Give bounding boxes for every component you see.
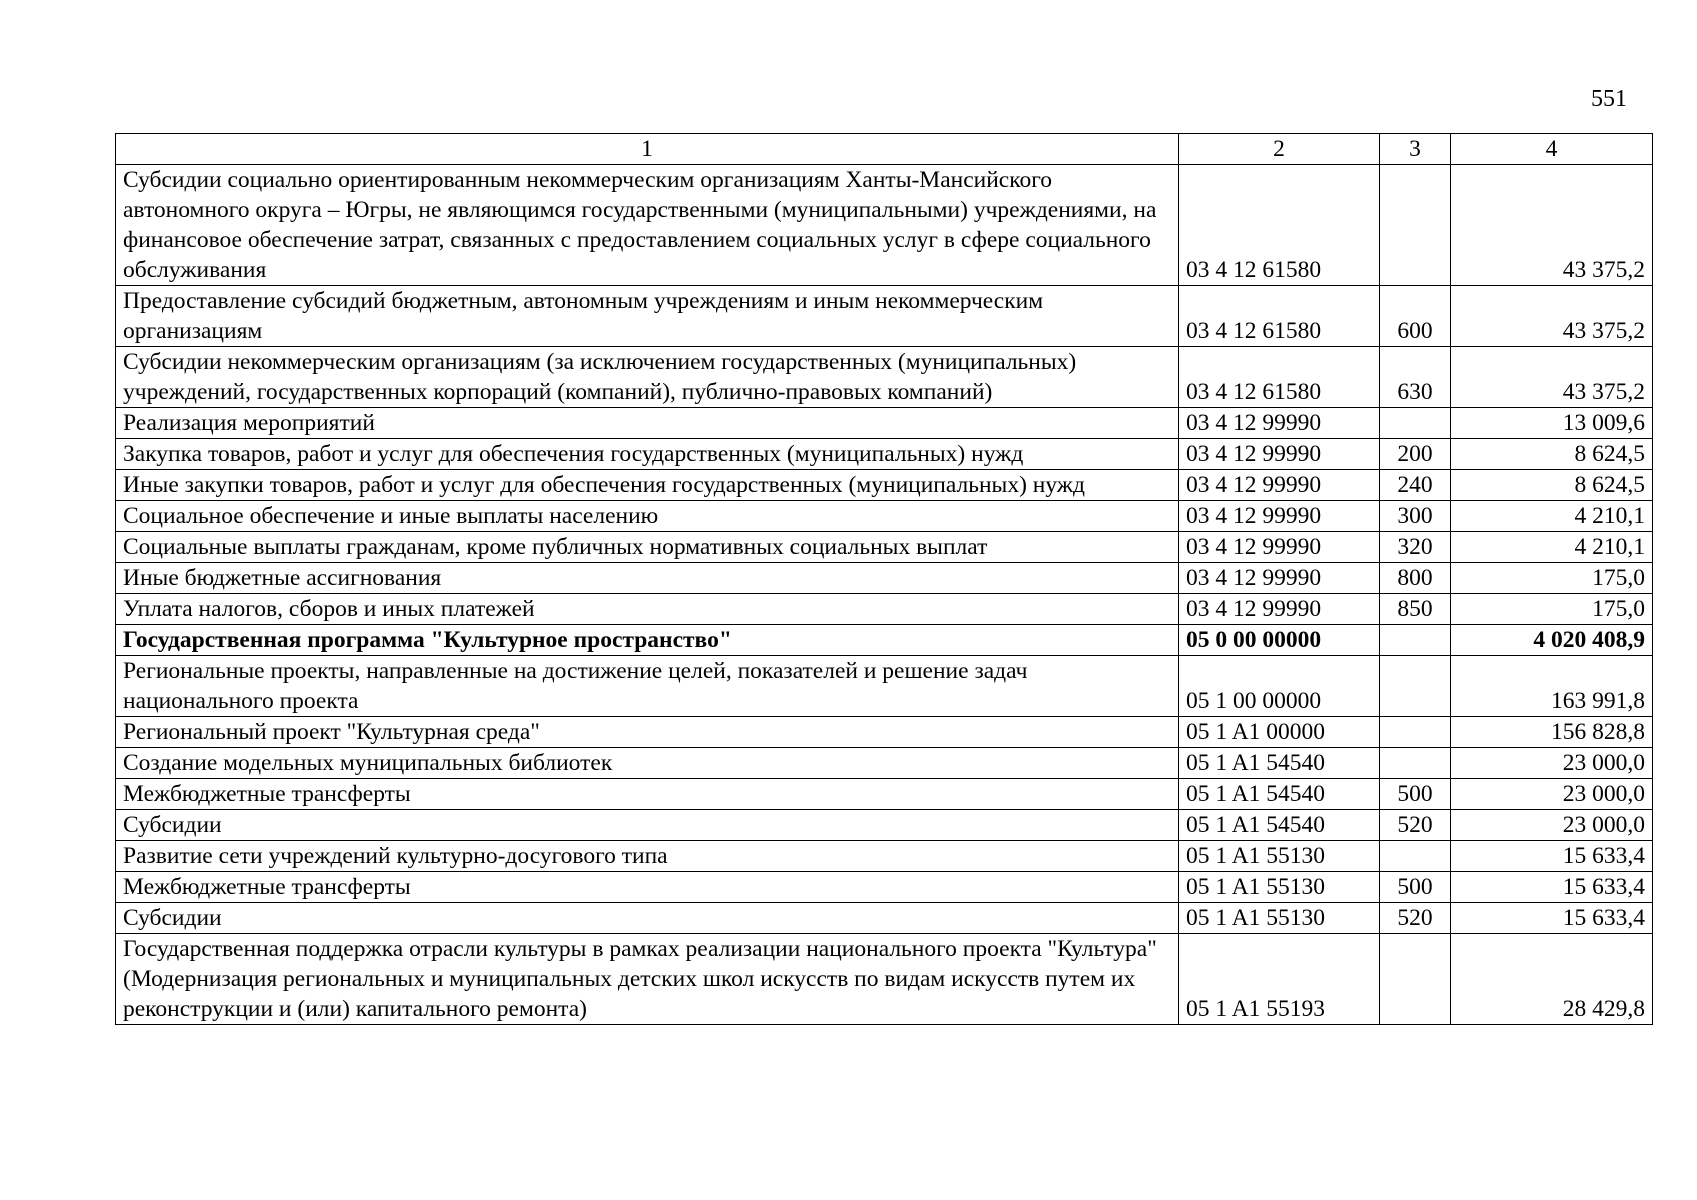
table-body xyxy=(116,165,1653,1025)
row-code-cell: 03 4 12 99990 xyxy=(1179,439,1380,470)
row-name-cell: Иные бюджетные ассигнования xyxy=(116,563,1179,594)
row-name-cell: Субсидии социально ориентированным некоммерческим организациям Ханты-Мансийского автономного округа – Югры, не являющимся государственными (муниципальными) учреждениями, на финансовое обеспечение затрат, связанных с предоставлением социальных услуг в сфере социального обслуживания xyxy=(116,165,1179,286)
row-name-cell: Уплата налогов, сборов и иных платежей xyxy=(116,594,1179,625)
row-amount-cell: 28 429,8 xyxy=(1451,934,1653,1025)
row-type-cell: 320 xyxy=(1380,532,1451,563)
row-type-cell: 500 xyxy=(1380,872,1451,903)
row-code-cell: 05 1 A1 55193 xyxy=(1179,934,1380,1025)
column-header-type: 3 xyxy=(1380,134,1451,165)
row-name-cell: Государственная программа "Культурное пространство" xyxy=(116,625,1179,656)
row-amount-cell: 13 009,6 xyxy=(1451,408,1653,439)
row-name-cell: Субсидии некоммерческим организациям (за исключением государственных (муниципальных) учреждений, государственных корпораций (компаний), публично-правовых компаний) xyxy=(116,347,1179,408)
table-row xyxy=(116,872,1653,903)
row-type-cell: 520 xyxy=(1380,903,1451,934)
table-row xyxy=(116,717,1653,748)
row-name-cell: Социальное обеспечение и иные выплаты населению xyxy=(116,501,1179,532)
row-type-cell: 300 xyxy=(1380,501,1451,532)
row-code-cell: 03 4 12 61580 xyxy=(1179,165,1380,286)
table-row xyxy=(116,501,1653,532)
row-amount-cell: 15 633,4 xyxy=(1451,841,1653,872)
row-amount-cell: 23 000,0 xyxy=(1451,810,1653,841)
row-code-cell: 03 4 12 99990 xyxy=(1179,594,1380,625)
row-code-cell: 05 1 A1 54540 xyxy=(1179,779,1380,810)
row-name-cell: Субсидии xyxy=(116,903,1179,934)
row-amount-cell: 175,0 xyxy=(1451,563,1653,594)
table-row xyxy=(116,625,1653,656)
table-row xyxy=(116,779,1653,810)
row-code-cell: 05 1 A1 55130 xyxy=(1179,841,1380,872)
row-name-cell: Социальные выплаты гражданам, кроме публичных нормативных социальных выплат xyxy=(116,532,1179,563)
row-amount-cell: 4 210,1 xyxy=(1451,501,1653,532)
table-row xyxy=(116,594,1653,625)
row-code-cell: 05 0 00 00000 xyxy=(1179,625,1380,656)
row-name-cell: Межбюджетные трансферты xyxy=(116,872,1179,903)
table-row xyxy=(116,656,1653,717)
row-type-cell: 240 xyxy=(1380,470,1451,501)
table-header-row xyxy=(116,134,1653,165)
row-type-cell xyxy=(1380,165,1451,286)
row-name-cell: Закупка товаров, работ и услуг для обеспечения государственных (муниципальных) нужд xyxy=(116,439,1179,470)
row-amount-cell: 15 633,4 xyxy=(1451,903,1653,934)
row-type-cell xyxy=(1380,841,1451,872)
row-code-cell: 05 1 A1 55130 xyxy=(1179,903,1380,934)
row-name-cell: Региональные проекты, направленные на достижение целей, показателей и решение задач национального проекта xyxy=(116,656,1179,717)
row-code-cell: 03 4 12 61580 xyxy=(1179,347,1380,408)
row-name-cell: Создание модельных муниципальных библиотек xyxy=(116,748,1179,779)
table-row xyxy=(116,165,1653,286)
row-type-cell xyxy=(1380,748,1451,779)
row-type-cell xyxy=(1380,408,1451,439)
row-amount-cell: 175,0 xyxy=(1451,594,1653,625)
row-amount-cell: 43 375,2 xyxy=(1451,165,1653,286)
table-row xyxy=(116,347,1653,408)
column-header-amount: 4 xyxy=(1451,134,1653,165)
row-type-cell: 500 xyxy=(1380,779,1451,810)
row-name-cell: Реализация мероприятий xyxy=(116,408,1179,439)
row-code-cell: 05 1 A1 00000 xyxy=(1179,717,1380,748)
budget-table xyxy=(115,133,1653,1025)
row-type-cell: 850 xyxy=(1380,594,1451,625)
row-name-cell: Региональный проект "Культурная среда" xyxy=(116,717,1179,748)
table-row xyxy=(116,748,1653,779)
row-amount-cell: 8 624,5 xyxy=(1451,439,1653,470)
table-row xyxy=(116,563,1653,594)
row-name-cell: Субсидии xyxy=(116,810,1179,841)
column-header-name: 1 xyxy=(116,134,1179,165)
row-amount-cell: 43 375,2 xyxy=(1451,347,1653,408)
row-code-cell: 03 4 12 61580 xyxy=(1179,286,1380,347)
row-name-cell: Развитие сети учреждений культурно-досугового типа xyxy=(116,841,1179,872)
row-amount-cell: 4 210,1 xyxy=(1451,532,1653,563)
row-name-cell: Государственная поддержка отрасли культуры в рамках реализации национального проекта "Культура" (Модернизация региональных и муниципальных детских школ искусств по видам искусств путем их реконструкции и (или) капитального ремонта) xyxy=(116,934,1179,1025)
row-code-cell: 05 1 00 00000 xyxy=(1179,656,1380,717)
table-row xyxy=(116,934,1653,1025)
table-row xyxy=(116,408,1653,439)
row-code-cell: 03 4 12 99990 xyxy=(1179,532,1380,563)
row-type-cell: 800 xyxy=(1380,563,1451,594)
row-code-cell: 03 4 12 99990 xyxy=(1179,470,1380,501)
row-amount-cell: 4 020 408,9 xyxy=(1451,625,1653,656)
page-number: 551 xyxy=(1591,86,1627,112)
table-row xyxy=(116,532,1653,563)
row-type-cell xyxy=(1380,934,1451,1025)
row-type-cell: 200 xyxy=(1380,439,1451,470)
row-name-cell: Межбюджетные трансферты xyxy=(116,779,1179,810)
row-code-cell: 05 1 A1 54540 xyxy=(1179,748,1380,779)
row-type-cell: 520 xyxy=(1380,810,1451,841)
row-amount-cell: 23 000,0 xyxy=(1451,748,1653,779)
row-code-cell: 03 4 12 99990 xyxy=(1179,408,1380,439)
row-amount-cell: 8 624,5 xyxy=(1451,470,1653,501)
row-type-cell xyxy=(1380,625,1451,656)
row-amount-cell: 23 000,0 xyxy=(1451,779,1653,810)
row-code-cell: 05 1 A1 55130 xyxy=(1179,872,1380,903)
row-amount-cell: 15 633,4 xyxy=(1451,872,1653,903)
row-amount-cell: 163 991,8 xyxy=(1451,656,1653,717)
row-type-cell xyxy=(1380,656,1451,717)
table-row xyxy=(116,841,1653,872)
table-row xyxy=(116,439,1653,470)
column-header-code: 2 xyxy=(1179,134,1380,165)
row-code-cell: 03 4 12 99990 xyxy=(1179,563,1380,594)
row-code-cell: 05 1 A1 54540 xyxy=(1179,810,1380,841)
row-type-cell xyxy=(1380,717,1451,748)
row-type-cell: 630 xyxy=(1380,347,1451,408)
row-name-cell: Предоставление субсидий бюджетным, автономным учреждениям и иным некоммерческим организациям xyxy=(116,286,1179,347)
table-row xyxy=(116,810,1653,841)
table-row xyxy=(116,286,1653,347)
row-name-cell: Иные закупки товаров, работ и услуг для обеспечения государственных (муниципальных) нужд xyxy=(116,470,1179,501)
row-amount-cell: 156 828,8 xyxy=(1451,717,1653,748)
row-type-cell: 600 xyxy=(1380,286,1451,347)
table-row xyxy=(116,903,1653,934)
table-row xyxy=(116,470,1653,501)
row-code-cell: 03 4 12 99990 xyxy=(1179,501,1380,532)
row-amount-cell: 43 375,2 xyxy=(1451,286,1653,347)
